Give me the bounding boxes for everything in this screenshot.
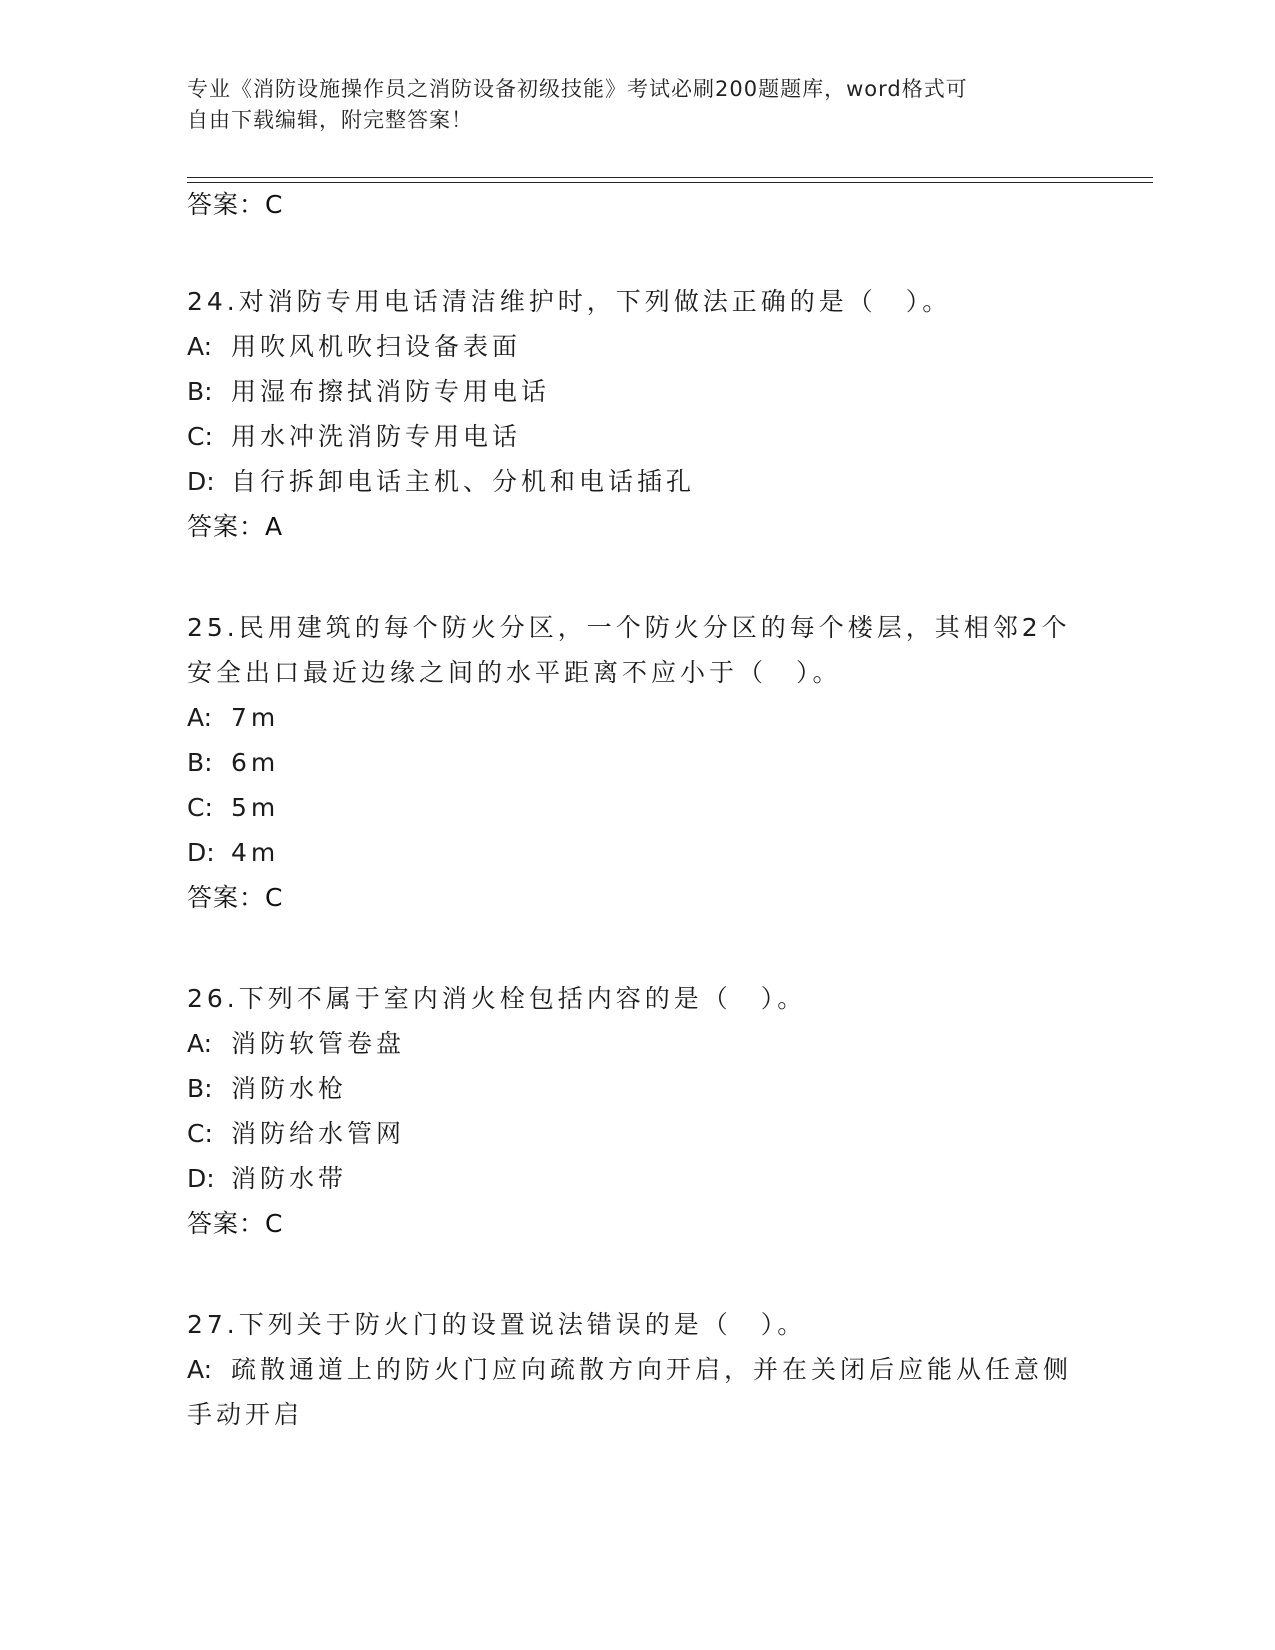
option-text: 疏散通道上的防火门应向疏散方向开启，并在关闭后应能从任意侧 [231,1355,1073,1384]
option-key: C: [187,1119,213,1148]
option-key: D: [187,1164,215,1193]
option-text: 消防水枪 [231,1074,348,1103]
header-line-1: 专业《消防设施操作员之消防设备初级技能》考试必刷200题题库，word格式可 [187,77,968,101]
option-key: B: [187,377,213,406]
previous-answer: 答案：C [187,190,284,219]
option-text: 手动开启 [187,1400,304,1429]
answer-option [187,1111,1087,1156]
answer-line: 答案：C [187,883,284,912]
question-stem: 27.下列关于防火门的设置说法错误的是（ ）。 [187,1310,807,1339]
question-list [187,187,1087,1437]
answer-line: 答案：C [187,1209,284,1238]
option-key: A: [187,1355,213,1384]
question-stem: 25.民用建筑的每个防火分区，一个防火分区的每个楼层，其相邻2个 [187,613,1071,642]
header-line-2: 自由下载编辑，附完整答案！ [187,108,473,132]
option-text: 4m [231,838,280,867]
answer-option [187,830,1087,875]
answer-option [187,1392,1087,1437]
document-header [187,74,1067,136]
option-key: B: [187,748,213,777]
question-block [187,279,1087,549]
option-text: 用水冲洗消防专用电话 [231,422,522,451]
option-text: 7m [231,703,280,732]
option-key: C: [187,422,213,451]
option-key: D: [187,838,215,867]
header-divider-top [187,177,1153,178]
question-stem: 安全出口最近边缘之间的水平距离不应小于（ ）。 [187,658,842,687]
answer-option [187,1021,1087,1066]
question-stem: 24.对消防专用电话清洁维护时，下列做法正确的是（ ）。 [187,287,952,316]
question-block [187,605,1087,920]
question-block [187,976,1087,1246]
answer-option [187,1156,1087,1201]
header-divider-bottom [187,182,1153,183]
questions-container [187,279,1087,1437]
answer-option [187,1066,1087,1111]
answer-option [187,695,1087,740]
answer-option [187,1347,1087,1392]
option-key: C: [187,793,213,822]
option-text: 5m [231,793,280,822]
option-text: 消防水带 [231,1164,348,1193]
option-key: B: [187,1074,213,1103]
option-key: A: [187,703,213,732]
answer-option [187,740,1087,785]
question-block [187,1302,1087,1437]
option-text: 自行拆卸电话主机、分机和电话插孔 [231,467,696,496]
option-text: 消防软管卷盘 [231,1029,406,1058]
option-text: 消防给水管网 [231,1119,406,1148]
answer-option [187,369,1087,414]
option-key: D: [187,467,215,496]
answer-option [187,324,1087,369]
question-stem: 26.下列不属于室内消火栓包括内容的是（ ）。 [187,984,807,1013]
option-key: A: [187,1029,213,1058]
answer-line: 答案：A [187,512,284,541]
option-key: A: [187,332,213,361]
answer-option [187,459,1087,504]
option-text: 用湿布擦拭消防专用电话 [231,377,551,406]
answer-option [187,414,1087,459]
option-text: 用吹风机吹扫设备表面 [231,332,522,361]
answer-option [187,785,1087,830]
option-text: 6m [231,748,280,777]
